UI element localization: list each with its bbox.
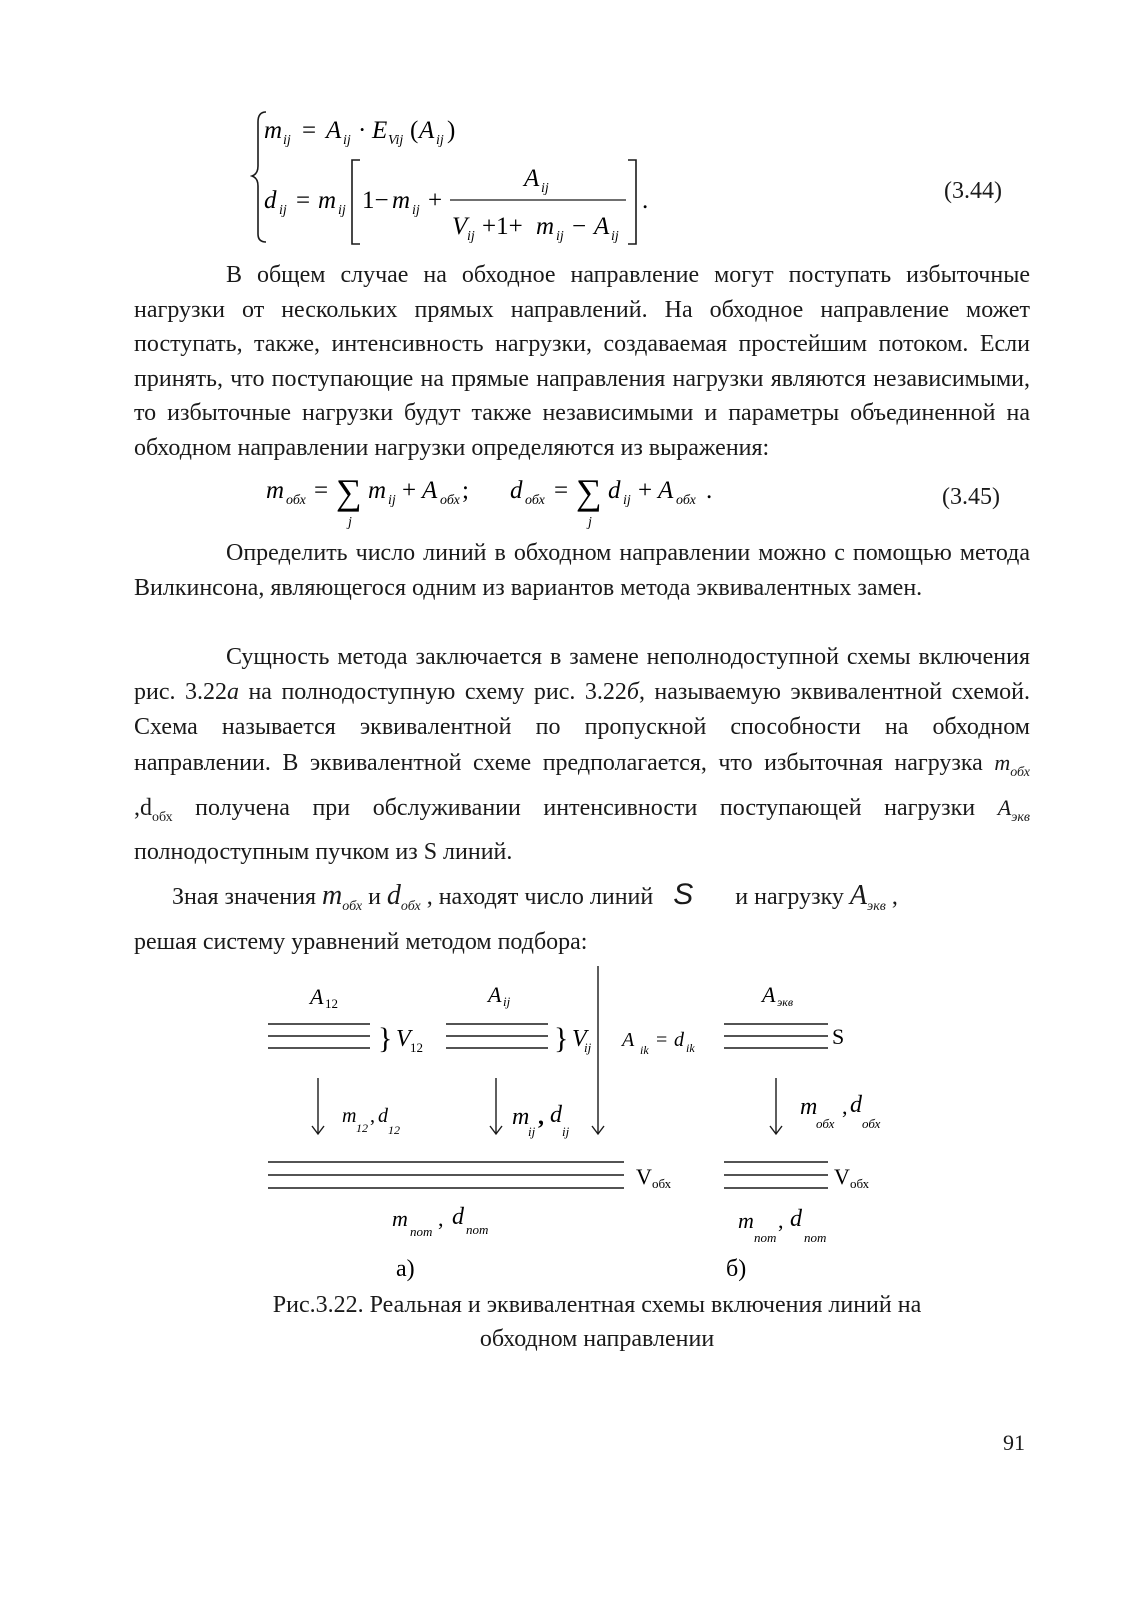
figure-ref-a: а [226, 679, 239, 705]
svg-text:ij: ij [436, 133, 444, 148]
svg-text:V: V [396, 1026, 411, 1052]
svg-text:ij: ij [412, 203, 420, 218]
svg-text:=: = [554, 477, 569, 504]
p3-text-3: , называемую эквивалентной схемой. Схема называется эквивалентной по пропускной способности на обходном направлении. В эквивалентной схеме предполагается, что избыточная нагрузка [134, 679, 1031, 776]
p3-text-5: полнодоступным пучком из S линий. [134, 839, 513, 865]
svg-text:12: 12 [388, 1123, 400, 1137]
svg-text:обх: обх [286, 493, 306, 508]
figure-ref-b: б [626, 679, 639, 705]
p4-text-4: и нагрузку [729, 884, 850, 910]
svg-text:12: 12 [356, 1121, 368, 1135]
svg-text:ij: ij [503, 994, 511, 1009]
svg-text:A: A [594, 213, 610, 240]
svg-text:=: = [314, 477, 329, 504]
svg-text:∑: ∑ [576, 472, 602, 512]
svg-text:j: j [348, 515, 352, 530]
page-number: 91 [1003, 1430, 1025, 1455]
svg-text:A: A [310, 984, 324, 1009]
svg-text:−: − [572, 213, 587, 240]
p3-text-2: на полнодоступную схему рис. 3.22 [238, 679, 627, 705]
d-obh-inline: $d_{обх}$ [140, 795, 173, 825]
equation-number-3-45: (3.45) [942, 484, 1000, 510]
svg-text:ij: ij [623, 493, 631, 508]
svg-text:12: 12 [410, 1040, 423, 1055]
figure-label-b: б) [726, 1256, 747, 1282]
svg-text:ij: ij [467, 229, 475, 244]
svg-text:A: A [419, 117, 435, 144]
p4-text-6: решая систему уравнений методом подбора: [134, 928, 588, 955]
svg-text:ij: ij [562, 1124, 570, 1139]
svg-text:A: A [524, 165, 540, 192]
svg-text:d: d [378, 1105, 388, 1127]
svg-text:=: = [302, 117, 317, 144]
svg-text:d: d [790, 1206, 802, 1232]
svg-text:m: m [536, 213, 555, 240]
svg-text:}: } [378, 1022, 393, 1055]
svg-text:m: m [392, 187, 411, 214]
svg-text:d: d [850, 1092, 862, 1118]
svg-text:+1+: +1+ [482, 213, 523, 240]
svg-text:,: , [370, 1105, 375, 1127]
paragraph-wilkinson-method: Определить число линий в обходном направлении можно с помощью метода Вилкинсона, являющегося одним из вариантов метода эквивалентных замен. [134, 540, 1030, 601]
a-ekv-inline: $A_{экв}$ [997, 795, 1030, 825]
svg-text:+: + [638, 477, 653, 504]
svg-text:m: m [368, 477, 387, 504]
svg-text:}: } [554, 1022, 569, 1055]
svg-text:пот: пот [754, 1230, 777, 1245]
svg-text:S: S [832, 1024, 845, 1049]
svg-text:,: , [778, 1208, 784, 1233]
svg-text:A: A [622, 1029, 635, 1051]
caption-line-2: обходном направлении [479, 1326, 715, 1352]
paragraph-method-essence: Сущность метода заключается в замене неполнодоступной схемы включения рис. 3.22а на полнодоступную схему рис. 3.22б, называемую эквивалентной схемой. Схема называется эквивалентной по пропускной способности на обходном направлении. В эквивалентной схеме предполагается, что избыточная нагрузка $m_{обх}$ $,d_{обх}$ получена при обслуживании интенсивности поступающей нагрузки $A_{экв}$ полнодоступным пучком из S линий. [134, 644, 1031, 865]
svg-text:обх: обх [652, 1176, 672, 1191]
svg-text:,: , [438, 1206, 444, 1231]
paragraph-overflow-load: В общем случае на обходное направление могут поступать избыточные нагрузки от нескольких прямых направлений. На обходное направление может поступать, также, интенсивность нагрузки, создаваемая простейшим потоком. Если принять, что поступающие на прямые направления нагрузки являются независимыми, то избыточные нагрузки будут также независимыми и параметры объединенной на обходном направлении нагрузки определяются из выражения: [134, 262, 1030, 461]
equation-3-45 [262, 466, 732, 532]
svg-text:m: m [342, 1105, 357, 1127]
svg-text:,: , [538, 1104, 544, 1130]
svg-text:∑: ∑ [336, 472, 362, 512]
equation-3-45-graphic [262, 466, 732, 532]
svg-text:;: ; [462, 477, 469, 504]
svg-text:A: A [658, 477, 674, 504]
svg-text:ij: ij [584, 1040, 592, 1055]
svg-text:ij: ij [279, 203, 287, 218]
a-ekv-symbol: $A_{экв}$ [849, 880, 886, 914]
svg-text:экв: экв [777, 995, 794, 1009]
svg-text:j: j [588, 515, 592, 530]
svg-text:m: m [738, 1208, 754, 1233]
s-symbol: S [673, 878, 694, 911]
svg-text:ij: ij [388, 493, 396, 508]
svg-text:.: . [706, 477, 713, 504]
figure-3-22-diagram [260, 962, 900, 1282]
svg-text:ij: ij [611, 229, 619, 244]
svg-text:m: m [800, 1094, 818, 1120]
svg-text:,: , [842, 1094, 848, 1119]
svg-text:A: A [762, 982, 776, 1007]
svg-text:V: V [572, 1026, 587, 1052]
d-obh-symbol: $d_{обх}$ [386, 880, 421, 914]
svg-text:Vij: Vij [388, 133, 404, 148]
svg-text:A: A [326, 117, 342, 144]
m-obh-inline: $m_{обх}$ [994, 750, 1030, 780]
figure-caption [134, 1288, 1030, 1356]
p3-text-1: Сущность метода заключается в замене неполнодоступной схемы включения рис. 3.22 [134, 644, 1030, 705]
svg-text:ik: ik [640, 1043, 649, 1057]
svg-text:d: d [608, 477, 621, 504]
svg-text:пот: пот [410, 1224, 433, 1239]
svg-text:E: E [372, 117, 388, 144]
figure-label-a: а) [396, 1256, 415, 1282]
svg-text:обх: обх [850, 1176, 870, 1191]
svg-text:ij: ij [541, 181, 549, 196]
svg-text:ij: ij [528, 1124, 536, 1139]
svg-text:A: A [488, 982, 502, 1007]
svg-text:·: · [358, 117, 367, 144]
svg-text:d: d [550, 1102, 562, 1128]
svg-text:обх: обх [525, 493, 545, 508]
svg-text:1−: 1− [362, 187, 389, 214]
svg-text:обх: обх [440, 493, 460, 508]
svg-text:d: d [264, 187, 277, 214]
svg-text:m: m [318, 187, 337, 214]
svg-text:+: + [428, 187, 443, 214]
svg-text:d: d [452, 1204, 464, 1230]
svg-text:d: d [510, 477, 523, 504]
svg-text:.: . [642, 187, 649, 214]
svg-text:V: V [636, 1164, 652, 1189]
p4-text-2: и [362, 884, 387, 910]
svg-text:обх: обх [862, 1116, 881, 1131]
svg-text:A: A [422, 477, 438, 504]
svg-text:m: m [266, 477, 285, 504]
svg-text:+: + [402, 477, 417, 504]
svg-text:=: = [656, 1029, 668, 1051]
caption-line-1: Рис.3.22. Реальная и эквивалентная схемы включения линий на [272, 1292, 922, 1318]
equation-number-3-44: (3.44) [944, 178, 1002, 204]
svg-text:V: V [834, 1164, 850, 1189]
p4-text-5: , [891, 884, 898, 910]
svg-text:V: V [452, 213, 468, 240]
svg-text:m: m [264, 117, 283, 144]
svg-text:=: = [296, 187, 311, 214]
svg-text:m: m [512, 1104, 530, 1130]
svg-text:d: d [674, 1029, 684, 1051]
svg-text:ij: ij [343, 133, 351, 148]
paragraph-selection-method [134, 878, 1030, 959]
svg-text:ij: ij [283, 133, 291, 148]
svg-text:ij: ij [338, 203, 346, 218]
figure-3-22 [260, 962, 900, 1282]
svg-text:ij: ij [556, 229, 564, 244]
p4-text-1: Зная значения [172, 884, 323, 910]
equation-3-44-graphic [250, 108, 670, 248]
svg-text:): ) [447, 117, 456, 144]
svg-text:12: 12 [325, 996, 338, 1011]
svg-text:пот: пот [804, 1230, 827, 1245]
svg-text:пот: пот [466, 1222, 489, 1237]
equation-3-44 [250, 108, 670, 248]
svg-text:(: ( [410, 117, 419, 144]
svg-text:m: m [392, 1206, 408, 1231]
svg-text:ik: ik [686, 1041, 695, 1055]
svg-text:обх: обх [816, 1116, 835, 1131]
svg-text:обх: обх [676, 493, 696, 508]
p3-text-4: получена при обслуживании интенсивности поступающей нагрузки [172, 795, 998, 821]
p4-text-3: , находят число линий [426, 884, 660, 910]
m-obh-symbol: $m_{обх}$ [322, 880, 363, 914]
